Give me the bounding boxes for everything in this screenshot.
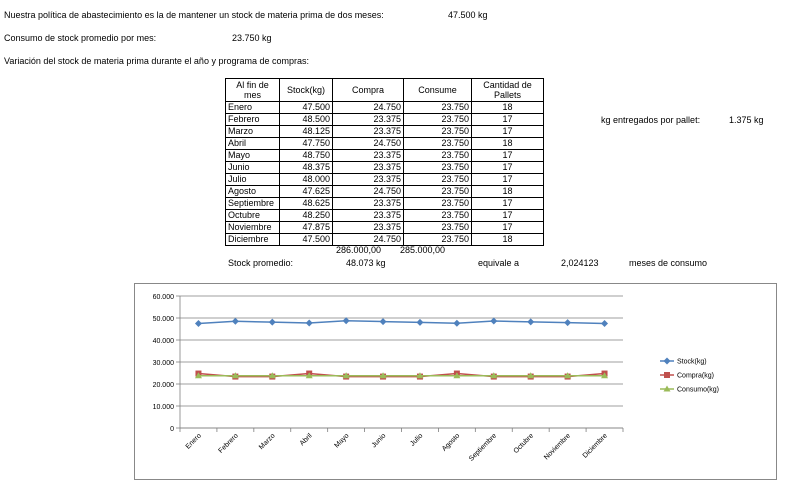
cell-compra: 23.375 — [333, 150, 404, 162]
table-row — [226, 138, 544, 150]
cell-pallets: 17 — [472, 150, 544, 162]
total-compra: 286.000,00 — [336, 245, 382, 255]
cell-consume: 23.750 — [404, 126, 472, 138]
table-row — [226, 210, 544, 222]
x-tick-label: Agosto — [440, 432, 462, 453]
data-point — [195, 320, 202, 327]
y-tick-label: 20.000 — [152, 382, 174, 389]
cell-consume: 23.750 — [404, 138, 472, 150]
consumo-value: 23.750 kg — [232, 33, 272, 43]
cell-compra: 24.750 — [333, 102, 404, 114]
table-row — [226, 174, 544, 186]
cell-consume: 23.750 — [404, 198, 472, 210]
line-chart — [135, 284, 776, 479]
x-tick-label: Mayo — [333, 432, 351, 450]
table-row — [226, 150, 544, 162]
cell-stock: 48.125 — [280, 126, 333, 138]
legend-label: Stock(kg) — [677, 358, 707, 366]
legend-label: Consumo(kg) — [677, 386, 720, 394]
x-tick-label: Febrero — [217, 432, 240, 455]
consumo-text: Consumo de stock promedio por mes: — [4, 33, 157, 43]
table-row — [226, 126, 544, 138]
stock-table — [225, 78, 544, 246]
cell-pallets: 18 — [472, 186, 544, 198]
cell-consume: 23.750 — [404, 234, 472, 246]
x-tick-label: Octubre — [512, 432, 536, 456]
pallet-label: kg entregados por pallet: — [601, 115, 701, 125]
y-tick-label: 0 — [170, 426, 174, 433]
stock-promedio-label: Stock promedio: — [228, 258, 294, 268]
table-row — [226, 114, 544, 126]
cell-consume: 23.750 — [404, 174, 472, 186]
data-point — [601, 320, 608, 327]
cell-compra: 23.375 — [333, 174, 404, 186]
cell-compra: 23.375 — [333, 198, 404, 210]
cell-compra: 23.375 — [333, 162, 404, 174]
table-header-row — [226, 79, 544, 102]
x-tick-label: Diciembre — [581, 432, 609, 460]
cell-consume: 23.750 — [404, 150, 472, 162]
cell-pallets: 17 — [472, 114, 544, 126]
x-tick-label: Julio — [409, 432, 425, 448]
cell-consume: 23.750 — [404, 186, 472, 198]
cell-consume: 23.750 — [404, 114, 472, 126]
cell-pallets: 18 — [472, 138, 544, 150]
chart-area — [134, 283, 777, 480]
cell-mes: Marzo — [226, 126, 280, 138]
cell-stock: 47.500 — [280, 102, 333, 114]
x-tick-label: Marzo — [258, 432, 277, 452]
cell-consume: 23.750 — [404, 210, 472, 222]
legend-marker — [664, 372, 670, 378]
table-row — [226, 186, 544, 198]
cell-compra: 23.375 — [333, 126, 404, 138]
col-header-compra: Compra — [333, 79, 404, 102]
table-row — [226, 234, 544, 246]
cell-stock: 48.000 — [280, 174, 333, 186]
cell-stock: 48.750 — [280, 150, 333, 162]
cell-compra: 24.750 — [333, 138, 404, 150]
cell-consume: 23.750 — [404, 222, 472, 234]
cell-stock: 48.375 — [280, 162, 333, 174]
cell-mes: Octubre — [226, 210, 280, 222]
cell-pallets: 18 — [472, 102, 544, 114]
equivale-value: 2,024123 — [561, 258, 599, 268]
cell-compra: 24.750 — [333, 234, 404, 246]
table-row — [226, 162, 544, 174]
data-point — [232, 318, 239, 325]
cell-compra: 23.375 — [333, 114, 404, 126]
data-point — [527, 318, 534, 325]
legend-marker — [664, 358, 671, 365]
col-header-mes: Al fin de mes — [226, 79, 280, 102]
cell-consume: 23.750 — [404, 102, 472, 114]
data-point — [269, 319, 276, 326]
politica-value: 47.500 kg — [448, 10, 488, 20]
cell-mes: Enero — [226, 102, 280, 114]
variacion-text: Variación del stock de materia prima durante el año y programa de compras: — [4, 56, 309, 66]
legend-label: Compra(kg) — [677, 372, 714, 380]
cell-pallets: 17 — [472, 174, 544, 186]
series-line-0 — [198, 321, 604, 324]
data-point — [380, 318, 387, 325]
cell-mes: Febrero — [226, 114, 280, 126]
meses-label: meses de consumo — [629, 258, 708, 268]
cell-pallets: 17 — [472, 126, 544, 138]
cell-compra: 24.750 — [333, 186, 404, 198]
cell-stock: 48.250 — [280, 210, 333, 222]
cell-mes: Diciembre — [226, 234, 280, 246]
data-point — [564, 319, 571, 326]
data-point — [306, 319, 313, 326]
y-tick-label: 50.000 — [152, 316, 174, 323]
cell-consume: 23.750 — [404, 162, 472, 174]
col-header-stock: Stock(kg) — [280, 79, 333, 102]
y-tick-label: 40.000 — [152, 338, 174, 345]
x-tick-label: Noviembre — [543, 432, 573, 462]
table-row — [226, 222, 544, 234]
table-row — [226, 198, 544, 210]
cell-stock: 48.500 — [280, 114, 333, 126]
equivale-label: equivale a — [478, 258, 520, 268]
cell-pallets: 17 — [472, 222, 544, 234]
y-tick-label: 30.000 — [152, 360, 174, 367]
cell-pallets: 17 — [472, 198, 544, 210]
cell-mes: Abril — [226, 138, 280, 150]
cell-stock: 47.875 — [280, 222, 333, 234]
x-tick-label: Enero — [184, 432, 203, 451]
data-point — [490, 318, 497, 325]
x-tick-label: Junio — [370, 432, 388, 450]
stock-promedio-value: 48.073 kg — [346, 258, 386, 268]
y-tick-label: 60.000 — [152, 294, 174, 301]
cell-mes: Noviembre — [226, 222, 280, 234]
politica-text: Nuestra política de abastecimiento es la de mantener un stock de materia prima de dos meses: — [4, 10, 384, 20]
cell-stock: 47.625 — [280, 186, 333, 198]
cell-stock: 47.750 — [280, 138, 333, 150]
y-tick-label: 10.000 — [152, 404, 174, 411]
col-header-consume: Consume — [404, 79, 472, 102]
cell-mes: Mayo — [226, 150, 280, 162]
data-point — [453, 320, 460, 327]
cell-pallets: 17 — [472, 162, 544, 174]
cell-mes: Agosto — [226, 186, 280, 198]
cell-mes: Septiembre — [226, 198, 280, 210]
cell-pallets: 17 — [472, 210, 544, 222]
cell-compra: 23.375 — [333, 210, 404, 222]
cell-stock: 47.500 — [280, 234, 333, 246]
total-consume: 285.000,00 — [400, 245, 446, 255]
x-tick-label: Septiembre — [467, 432, 499, 463]
cell-mes: Junio — [226, 162, 280, 174]
data-point — [416, 319, 423, 326]
cell-compra: 23.375 — [333, 222, 404, 234]
x-tick-label: Abril — [298, 432, 314, 448]
table-row — [226, 102, 544, 114]
cell-pallets: 18 — [472, 234, 544, 246]
cell-stock: 48.625 — [280, 198, 333, 210]
pallet-value: 1.375 kg — [729, 115, 764, 125]
cell-mes: Julio — [226, 174, 280, 186]
col-header-pallets: Cantidad de Pallets — [472, 79, 544, 102]
